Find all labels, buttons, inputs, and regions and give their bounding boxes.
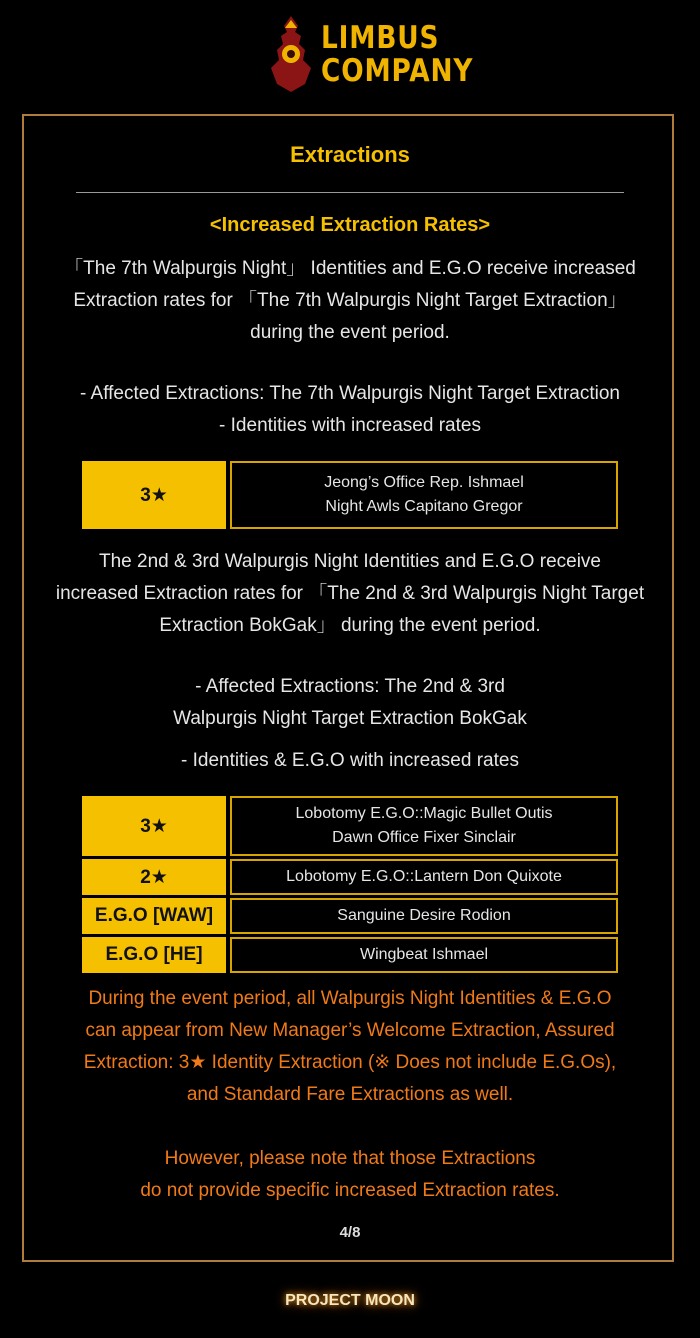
table-row <box>82 461 618 529</box>
rates-table-1 <box>82 458 618 532</box>
table-row <box>82 859 618 895</box>
items-cell <box>230 898 618 934</box>
items-cell <box>230 859 618 895</box>
event-notice <box>30 983 670 1111</box>
text-line: However, please note that those Extractions <box>164 1148 536 1169</box>
text-line: increased Extraction rates for 「The 2nd & 3rd Walpurgis Night Target <box>55 583 645 604</box>
text-line: do not provide specific increased Extraction rates. <box>140 1180 560 1201</box>
table-row <box>82 898 618 934</box>
text-line: during the event period. <box>250 322 450 343</box>
text-line: can appear from New Manager’s Welcome Extraction, Assured <box>85 1020 615 1041</box>
text-line: and Standard Fare Extractions as well. <box>186 1084 514 1105</box>
grade-cell: 3★ <box>82 796 226 856</box>
item-name: Wingbeat Ishmael <box>359 946 489 963</box>
text-line: 「The 7th Walpurgis Night」 Identities and E.G.O receive increased <box>64 258 636 279</box>
limbus-company-logo <box>265 14 474 98</box>
page-title: Extractions <box>290 142 410 167</box>
text-line: The 2nd & 3rd Walpurgis Night Identities and E.G.O receive <box>99 551 601 572</box>
rates-table-2 <box>82 793 618 976</box>
items-cell <box>230 796 618 856</box>
item-name: Jeong’s Office Rep. Ishmael <box>324 474 524 491</box>
section2-rates-label <box>30 745 670 777</box>
items-cell <box>230 937 618 973</box>
items-cell <box>230 461 618 529</box>
section1-affected <box>30 378 670 442</box>
page-indicator: 4/8 <box>339 1224 361 1241</box>
logo-wordmark: LIMBUS COMPANY <box>321 20 474 89</box>
grade-cell: 2★ <box>82 859 226 895</box>
section1-description <box>30 253 670 349</box>
section2-description <box>30 546 670 642</box>
item-name: Night Awls Capitano Gregor <box>325 498 523 515</box>
grade-cell: E.G.O [WAW] <box>82 898 226 934</box>
text-line: Extraction rates for 「The 7th Walpurgis Night Target Extraction」 <box>73 290 627 311</box>
text-line: - Affected Extractions: The 7th Walpurgis Night Target Extraction <box>79 383 620 404</box>
table-row <box>82 796 618 856</box>
item-name: Dawn Office Fixer Sinclair <box>332 829 516 846</box>
text-line: During the event period, all Walpurgis Night Identities & E.G.O <box>88 988 612 1009</box>
title-divider <box>76 192 624 193</box>
text-line: - Identities with increased rates <box>219 415 481 436</box>
text-line: Walpurgis Night Target Extraction BokGak <box>173 708 527 729</box>
text-line: - Affected Extractions: The 2nd & 3rd <box>195 676 505 697</box>
grade-cell: E.G.O [HE] <box>82 937 226 973</box>
section2-affected <box>30 671 670 735</box>
emblem-icon <box>265 14 317 94</box>
table-row <box>82 937 618 973</box>
item-name: Sanguine Desire Rodion <box>337 907 511 924</box>
text-line: Extraction BokGak」 during the event period. <box>159 615 541 636</box>
text-line: Extraction: 3★ Identity Extraction (※ Does not include E.G.Os), <box>83 1052 617 1073</box>
section-subheading: <Increased Extraction Rates> <box>209 214 491 236</box>
grade-cell: 3★ <box>82 461 226 529</box>
rates-disclaimer <box>30 1143 670 1207</box>
project-moon-logo: PROJECT MOON <box>285 1292 415 1309</box>
text-line: - Identities & E.G.O with increased rates <box>181 750 519 771</box>
item-name: Lobotomy E.G.O::Lantern Don Quixote <box>286 868 562 885</box>
item-name: Lobotomy E.G.O::Magic Bullet Outis <box>295 805 553 822</box>
